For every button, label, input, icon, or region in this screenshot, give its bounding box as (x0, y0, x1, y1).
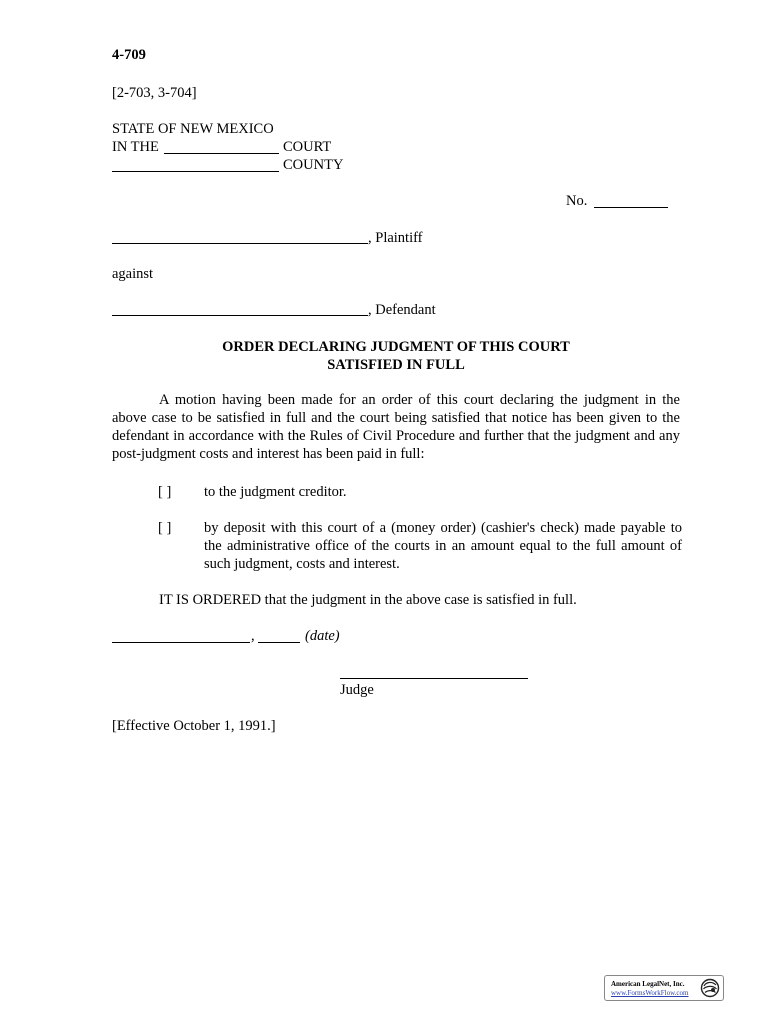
defendant-blank[interactable] (112, 315, 368, 316)
intro-paragraph: A motion having been made for an order of this court declaring the judgment in the above case to be satisfied in full and the court being satisfied that notice has been given to the defendant in accordance with the Rules of Civil Procedure and further that the judgment and any post-judgment costs and interest has been paid in full: (112, 392, 680, 462)
option-1-checkbox[interactable]: [ ] (158, 484, 172, 500)
option-2-checkbox[interactable]: [ ] (158, 520, 172, 536)
case-number-label: No. (566, 193, 588, 209)
document-title-line2: SATISFIED IN FULL (327, 357, 465, 373)
cross-references: [2-703, 3-704] (112, 85, 197, 101)
order-statement: IT IS ORDERED that the judgment in the above case is satisfied in full. (159, 592, 577, 608)
court-name-blank[interactable] (164, 153, 279, 154)
publisher-name: American LegalNet, Inc. (611, 980, 685, 988)
judge-signature-line[interactable] (340, 678, 528, 679)
plaintiff-label: , Plaintiff (368, 230, 423, 246)
effective-date: [Effective October 1, 1991.] (112, 718, 276, 734)
court-label: COURT (283, 139, 332, 155)
against-label: against (112, 266, 154, 282)
state-line: STATE OF NEW MEXICO (112, 121, 274, 137)
defendant-label: , Defendant (368, 302, 436, 318)
date-label: (date) (305, 628, 340, 644)
publisher-url-link[interactable]: www.FormsWorkFlow.com (611, 989, 689, 997)
rule-number: 4-709 (112, 47, 146, 63)
county-label: COUNTY (283, 157, 344, 173)
date-blank[interactable] (112, 642, 250, 643)
document-title-line1: ORDER DECLARING JUDGMENT OF THIS COURT (222, 339, 570, 355)
case-number-blank[interactable] (594, 207, 668, 208)
date-separator: , (251, 628, 255, 644)
in-the-label: IN THE (112, 139, 159, 155)
judge-label: Judge (340, 682, 374, 698)
option-1-text: to the judgment creditor. (204, 484, 347, 500)
plaintiff-blank[interactable] (112, 243, 368, 244)
county-name-blank[interactable] (112, 171, 279, 172)
globe-logo-icon (700, 978, 720, 998)
publisher-badge (604, 975, 724, 1001)
option-2-text: by deposit with this court of a (money order) (cashier's check) made payable to the administrative office of the courts in an amount equal to the full amount of such judgment, costs and interest. (204, 520, 682, 572)
year-blank[interactable] (258, 642, 300, 643)
